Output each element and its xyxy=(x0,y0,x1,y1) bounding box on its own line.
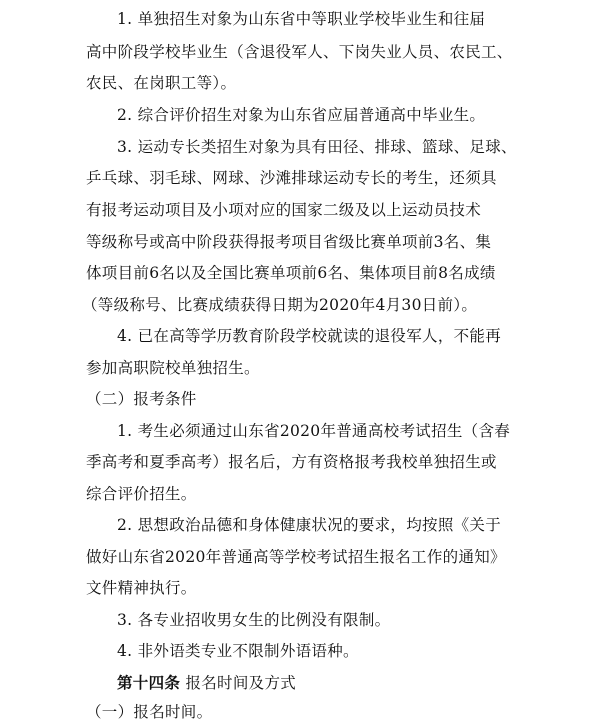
paragraph-line: 乒乓球、羽毛球、网球、沙滩排球运动专长的考生，还须具 xyxy=(86,169,497,187)
paragraph-line: 3. 各专业招收男女生的比例没有限制。 xyxy=(117,611,391,629)
article-heading xyxy=(117,673,296,693)
paragraph-line: 文件精神执行。 xyxy=(86,579,197,597)
article-number: 第十四条 xyxy=(117,673,181,692)
paragraph-line: 农民、在岗职工等）。 xyxy=(86,74,237,92)
section-heading: （二）报考条件 xyxy=(86,390,197,408)
paragraph-line: 2. 综合评价招生对象为山东省应届普通高中毕业生。 xyxy=(117,106,486,124)
paragraph-line: 等级称号或高中阶段获得报考项目省级比赛单项前3名、集 xyxy=(86,233,492,251)
paragraph-line: 1. 考生必须通过山东省2020年普通高校考试招生（含春 xyxy=(117,422,511,440)
paragraph-line: 季高考和夏季高考）报名后，方有资格报考我校单独招生或 xyxy=(86,453,497,471)
paragraph-line: （等级称号、比赛成绩获得日期为2020年4月30日前）。 xyxy=(82,296,478,314)
article-title: 报名时间及方式 xyxy=(185,674,297,692)
paragraph-line: 2. 思想政治品德和身体健康状况的要求，均按照《关于 xyxy=(117,516,502,534)
paragraph-line: 4. 已在高等学历教育阶段学校就读的退役军人，不能再 xyxy=(117,327,502,345)
paragraph-line: 有报考运动项目及小项对应的国家二级及以上运动员技术 xyxy=(86,201,482,219)
section-heading: （一）报名时间。 xyxy=(86,703,213,721)
paragraph-line: 参加高职院校单独招生。 xyxy=(86,359,260,377)
paragraph-line: 4. 非外语类专业不限制外语语种。 xyxy=(117,642,359,660)
paragraph-line: 1. 单独招生对象为山东省中等职业学校毕业生和往届 xyxy=(117,10,486,28)
paragraph-line: 3. 运动专长类招生对象为具有田径、排球、篮球、足球、 xyxy=(117,138,517,156)
paragraph-line: 做好山东省2020年普通高等学校考试招生报名工作的通知》 xyxy=(86,548,506,566)
paragraph-line: 高中阶段学校毕业生（含退役军人、下岗失业人员、农民工、 xyxy=(86,43,513,61)
paragraph-line: 体项目前6名以及全国比赛单项前6名、集体项目前8名成绩 xyxy=(86,264,496,282)
paragraph-line: 综合评价招生。 xyxy=(86,485,197,503)
